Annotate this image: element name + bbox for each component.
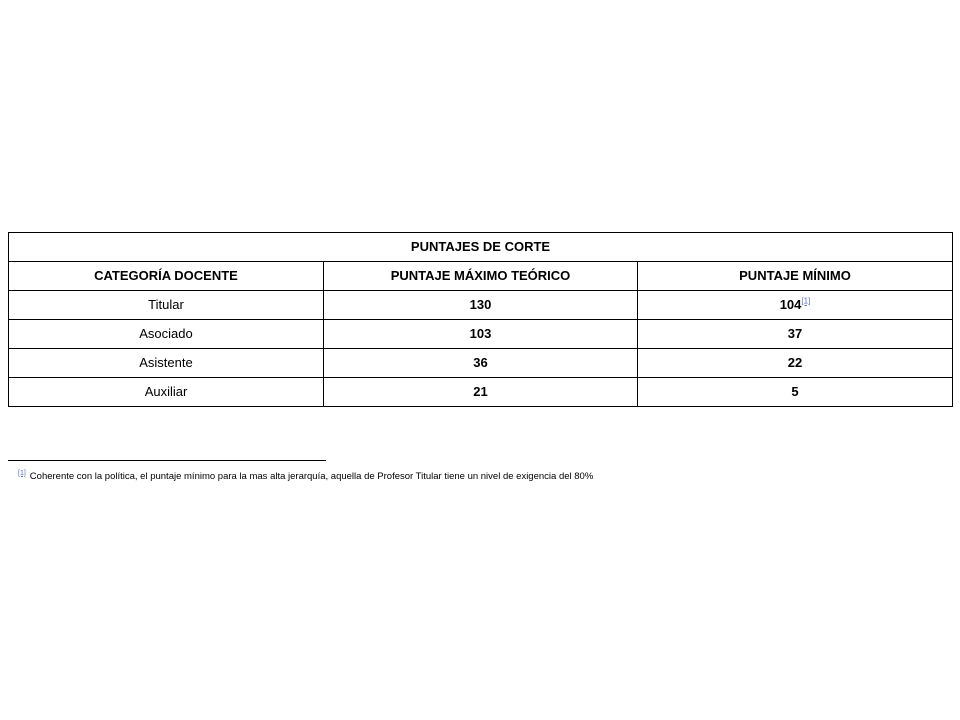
table-title-row <box>9 233 953 262</box>
footnote <box>18 470 948 483</box>
header-category: CATEGORÍA DOCENTE <box>9 262 324 291</box>
footnote-separator <box>8 460 326 461</box>
min-score-cell <box>638 291 953 320</box>
header-min-score: PUNTAJE MÍNIMO <box>638 262 953 291</box>
min-score-cell: 5 <box>638 378 953 407</box>
category-cell: Titular <box>9 291 324 320</box>
min-score-value: 104 <box>779 297 802 312</box>
max-score-cell: 21 <box>324 378 638 407</box>
table-row <box>9 320 953 349</box>
header-max-score: PUNTAJE MÁXIMO TEÓRICO <box>324 262 638 291</box>
footnote-reference-link[interactable]: [1] <box>801 296 811 306</box>
cutoff-scores-table <box>8 232 953 407</box>
max-score-cell: 130 <box>324 291 638 320</box>
category-cell: Asistente <box>9 349 324 378</box>
table-row <box>9 349 953 378</box>
table-title: PUNTAJES DE CORTE <box>9 233 953 262</box>
footnote-text: Coherente con la política, el puntaje mínimo para la mas alta jerarquía, aquella de Profesor Titular tiene un nivel de exigencia del 80% <box>29 471 594 482</box>
footnote-marker-link[interactable]: [1] <box>18 469 26 477</box>
min-score-cell: 37 <box>638 320 953 349</box>
max-score-cell: 103 <box>324 320 638 349</box>
category-cell: Asociado <box>9 320 324 349</box>
min-score-cell: 22 <box>638 349 953 378</box>
table-row <box>9 378 953 407</box>
max-score-cell: 36 <box>324 349 638 378</box>
table-header-row <box>9 262 953 291</box>
category-cell: Auxiliar <box>9 378 324 407</box>
table-row <box>9 291 953 320</box>
